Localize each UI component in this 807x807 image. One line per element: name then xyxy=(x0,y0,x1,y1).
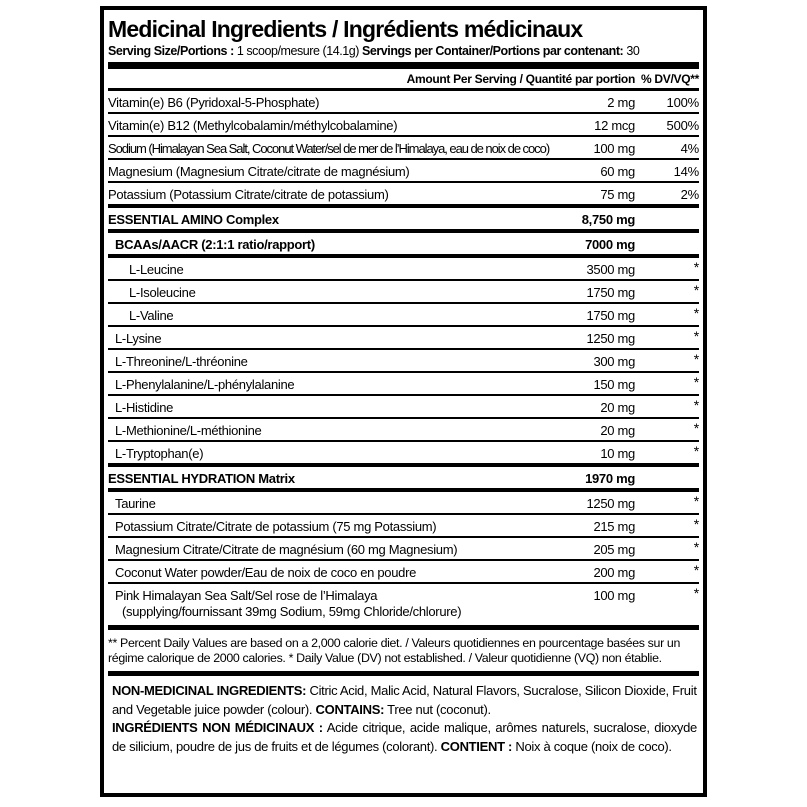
ingredient-name: Vitamin(e) B12 (Methylcobalamin/méthylcobalamine) xyxy=(108,118,398,133)
ingredient-daily-value: * xyxy=(693,443,699,459)
ingredient-amount: 12 mcg xyxy=(594,118,635,133)
table-row xyxy=(108,373,699,396)
table-row xyxy=(108,561,699,584)
daily-value-footnote: ** Percent Daily Values are based on a 2,000 calorie diet. / Valeurs quotidiennes en pourcentage basées sur un régime calorique de 2000 calories. * Daily Value (DV) not established. / Valeur quotidienne (VQ) non établie. xyxy=(108,636,681,665)
contains-label: CONTAINS: xyxy=(315,701,385,717)
ingredient-amount: 2 mg xyxy=(607,95,635,110)
ingredient-name: L-Isoleucine xyxy=(129,285,196,300)
ingredient-name: L-Leucine xyxy=(129,262,184,277)
contient-label: CONTIENT : xyxy=(440,738,513,754)
ingredient-amount: 1250 mg xyxy=(586,496,635,511)
table-row xyxy=(108,515,699,538)
ingredient-daily-value: * xyxy=(693,282,699,298)
table-row xyxy=(108,492,699,515)
ingredient-name: Vitamin(e) B6 (Pyridoxal-5-Phosphate) xyxy=(108,95,320,110)
ingredient-name-cell xyxy=(108,519,549,535)
table-row xyxy=(108,160,699,183)
ingredient-amount: 1970 mg xyxy=(585,471,635,486)
ingredient-name-cell xyxy=(108,187,549,203)
ingredient-daily-value: 4% xyxy=(680,141,699,156)
table-row xyxy=(108,183,699,208)
ingredient-daily-value: * xyxy=(693,351,699,367)
ingredient-name: L-Lysine xyxy=(115,331,162,346)
non-medicinal-fr-label: INGRÉDIENTS NON MÉDICINAUX : xyxy=(112,720,323,735)
ingredient-daily-value: * xyxy=(693,585,699,601)
ingredient-name: L-Valine xyxy=(129,308,174,323)
ingredient-name-cell xyxy=(108,400,549,416)
ingredient-name: ESSENTIAL AMINO Complex xyxy=(108,212,279,227)
ingredient-name-cell xyxy=(108,95,549,111)
ingredient-name-cell xyxy=(108,565,549,581)
table-row xyxy=(108,91,699,114)
ingredient-name-cell xyxy=(108,262,549,278)
table-row xyxy=(108,467,699,492)
ingredient-amount: 150 mg xyxy=(593,377,635,392)
ingredient-table xyxy=(108,91,699,625)
ingredient-amount: 7000 mg xyxy=(585,237,635,252)
divider-thick-top xyxy=(108,62,699,69)
table-row xyxy=(108,327,699,350)
ingredient-daily-value: 14% xyxy=(673,164,699,179)
ingredient-name: Magnesium Citrate/Citrate de magnésium (60 mg Magnesium) xyxy=(115,542,458,557)
ingredient-amount: 1750 mg xyxy=(586,285,635,300)
ingredient-amount: 1250 mg xyxy=(586,331,635,346)
ingredient-amount: 75 mg xyxy=(600,187,635,202)
ingredient-name: L-Tryptophan(e) xyxy=(115,446,204,461)
ingredient-name-cell xyxy=(108,423,549,439)
table-row xyxy=(108,419,699,442)
divider-above-footnote xyxy=(108,625,699,630)
ingredient-name-cell xyxy=(108,285,549,301)
ingredient-name-cell xyxy=(108,212,549,228)
servings-per-container-label: Servings per Container/Portions par contenant: xyxy=(361,44,624,58)
ingredient-daily-value: * xyxy=(693,397,699,413)
ingredient-amount: 8,750 mg xyxy=(581,212,635,227)
ingredient-name: Taurine xyxy=(115,496,156,511)
ingredient-amount: 205 mg xyxy=(593,542,635,557)
ingredient-name: BCAAs/AACR (2:1:1 ratio/rapport) xyxy=(115,237,315,252)
ingredient-amount: 60 mg xyxy=(600,164,635,179)
ingredient-name: L-Methionine/L-méthionine xyxy=(115,423,262,438)
amount-per-serving-header: Amount Per Serving / Quantité par portion xyxy=(406,72,635,86)
ingredient-name-cell xyxy=(108,588,549,620)
ingredient-name: L-Threonine/L-thréonine xyxy=(115,354,248,369)
percent-dv-header: % DV/VQ** xyxy=(641,72,699,86)
ingredient-name: L-Histidine xyxy=(115,400,174,415)
ingredient-daily-value: 100% xyxy=(666,95,699,110)
ingredient-amount: 300 mg xyxy=(593,354,635,369)
table-row xyxy=(108,396,699,419)
ingredient-name: Magnesium (Magnesium Citrate/citrate de magnésium) xyxy=(108,164,410,179)
ingredient-amount: 3500 mg xyxy=(586,262,635,277)
ingredient-name: ESSENTIAL HYDRATION Matrix xyxy=(108,471,295,486)
non-medicinal-en-label: NON-MEDICINAL INGREDIENTS: xyxy=(112,683,307,698)
ingredient-daily-value: * xyxy=(693,493,699,509)
ingredient-name-cell xyxy=(108,542,549,558)
table-row xyxy=(108,538,699,561)
contains-text: Tree nut (coconut). xyxy=(384,701,491,717)
table-row xyxy=(108,281,699,304)
ingredient-daily-value: * xyxy=(693,259,699,275)
table-row xyxy=(108,258,699,281)
ingredient-amount: 1750 mg xyxy=(586,308,635,323)
panel-title: Medicinal Ingredients / Ingrédients médicinaux xyxy=(108,16,583,42)
ingredient-daily-value: * xyxy=(693,562,699,578)
non-medicinal-section xyxy=(112,682,697,756)
ingredient-name: L-Phenylalanine/L-phénylalanine xyxy=(115,377,295,392)
ingredient-daily-value: * xyxy=(693,374,699,390)
ingredient-daily-value: 500% xyxy=(666,118,699,133)
ingredient-name-cell xyxy=(108,471,549,487)
ingredient-amount: 10 mg xyxy=(600,446,635,461)
supplement-facts-panel xyxy=(100,6,707,797)
ingredient-daily-value: * xyxy=(693,539,699,555)
ingredient-daily-value: 2% xyxy=(680,187,699,202)
ingredient-name-second-line: (supplying/fournissant 39mg Sodium, 59mg Chloride/chlorure) xyxy=(122,604,462,619)
ingredient-amount: 215 mg xyxy=(593,519,635,534)
table-header-row xyxy=(108,69,699,91)
non-medicinal-french xyxy=(112,719,697,756)
ingredient-name: Coconut Water powder/Eau de noix de coco en poudre xyxy=(115,565,417,580)
ingredient-name-cell xyxy=(108,164,549,180)
ingredient-name-cell xyxy=(108,237,549,253)
servings-per-container-value: 30 xyxy=(626,44,640,58)
non-medicinal-en-text: Citric Acid, Malic Acid, Natural Flavors, Sucralose, Silicon Dioxide, Fruit and Vegetable juice powder (colour). xyxy=(112,683,697,717)
ingredient-daily-value: * xyxy=(693,305,699,321)
divider-above-non-medicinal xyxy=(108,671,699,676)
ingredient-amount: 20 mg xyxy=(600,400,635,415)
ingredient-amount: 100 mg xyxy=(593,141,635,156)
ingredient-name-cell xyxy=(108,446,549,462)
ingredient-name: Sodium (Himalayan Sea Salt, Coconut Water/sel de mer de l’Himalaya, eau de noix de coco) xyxy=(108,141,550,156)
table-row xyxy=(108,442,699,467)
ingredient-name-cell xyxy=(108,308,549,324)
ingredient-name-cell xyxy=(108,118,549,134)
ingredient-name-cell xyxy=(108,354,549,370)
ingredient-daily-value: * xyxy=(693,516,699,532)
ingredient-name-cell xyxy=(108,377,549,393)
serving-size-label: Serving Size/Portions : xyxy=(108,44,234,58)
ingredient-amount: 200 mg xyxy=(593,565,635,580)
ingredient-name: Potassium (Potassium Citrate/citrate de potassium) xyxy=(108,187,389,202)
ingredient-name-cell xyxy=(108,331,549,347)
ingredient-name-cell xyxy=(108,141,549,157)
table-row xyxy=(108,137,699,160)
table-row xyxy=(108,208,699,233)
non-medicinal-fr-text: Acide citrique, acide malique, arômes naturels, sucralose, dioxyde de silicium, poudre de jus de fruits et de légumes (colorant). xyxy=(112,720,697,754)
table-row xyxy=(108,114,699,137)
ingredient-amount: 20 mg xyxy=(600,423,635,438)
table-row xyxy=(108,584,699,625)
non-medicinal-english xyxy=(112,682,697,719)
ingredient-name-cell xyxy=(108,496,549,512)
serving-info xyxy=(108,44,699,58)
ingredient-daily-value: * xyxy=(693,328,699,344)
ingredient-name: Potassium Citrate/Citrate de potassium (75 mg Potassium) xyxy=(115,519,437,534)
ingredient-daily-value: * xyxy=(693,420,699,436)
ingredient-name: Pink Himalayan Sea Salt/Sel rose de l’Himalaya xyxy=(115,588,378,603)
serving-size-value: 1 scoop/mesure (14.1g) xyxy=(236,44,359,58)
table-row xyxy=(108,350,699,373)
ingredient-amount: 100 mg xyxy=(593,588,635,603)
contient-text: Noix à coque (noix de coco). xyxy=(512,738,672,754)
table-row xyxy=(108,233,699,258)
table-row xyxy=(108,304,699,327)
